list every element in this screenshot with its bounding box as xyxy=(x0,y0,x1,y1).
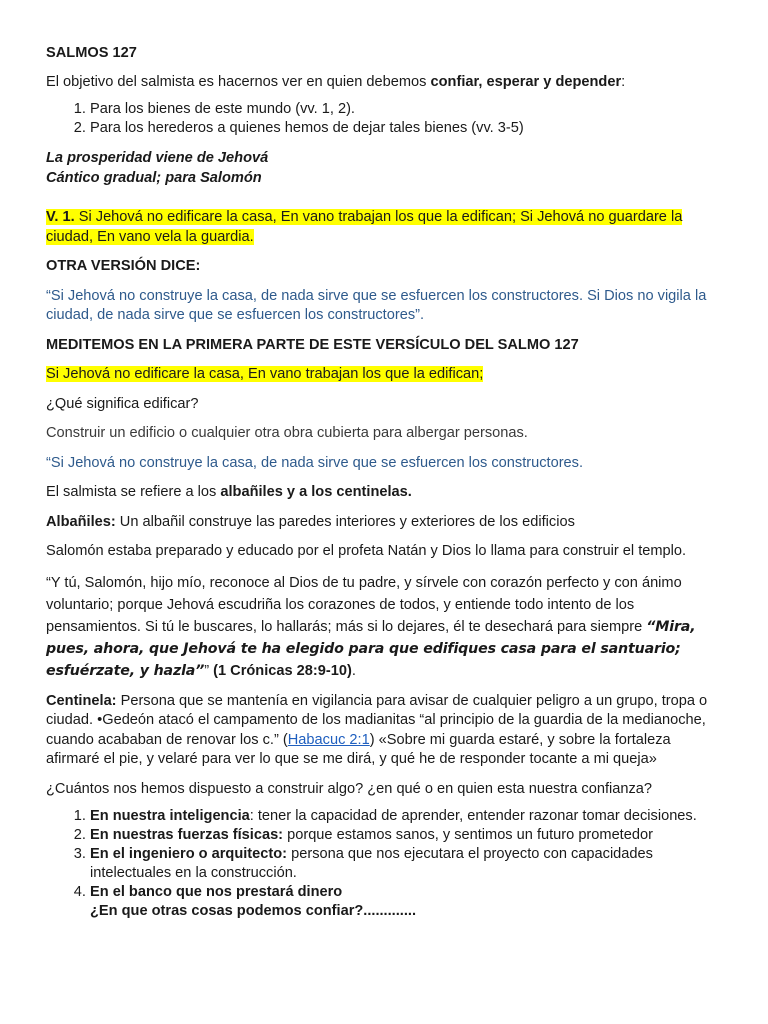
chronicles-ref: (1 Crónicas 28:9-10) xyxy=(213,662,352,679)
intro-text: El objetivo del salmista es hacernos ver en quien debemos xyxy=(46,73,431,90)
albaniles-label: Albañiles: xyxy=(46,513,116,530)
list-item-bold: En el banco que nos prestará dinero xyxy=(90,884,343,900)
habacuc-link[interactable]: Habacuc 2:1 xyxy=(287,731,370,748)
list-item xyxy=(90,807,726,826)
question-edify: ¿Qué significa edificar? xyxy=(46,395,199,412)
subtitle-prosperity: La prosperidad viene de Jehová xyxy=(46,150,269,166)
list-item-text: persona que nos ejecutara el proyecto con capacidades intelectuales en la construcción. xyxy=(90,846,653,881)
chronicles-close: ” xyxy=(204,662,214,679)
list-item: 1. Para los bienes de este mundo (vv. 1, 2). xyxy=(90,100,726,119)
trust-list xyxy=(46,807,726,902)
verse-1 xyxy=(46,208,726,247)
highlight-text: Si Jehová no edificare la casa, En vano trabajan los que la edifican; xyxy=(46,366,484,382)
list-item xyxy=(90,826,726,845)
refers-bold: albañiles y a los centinelas. xyxy=(220,484,412,500)
list-item-bold: En nuestra inteligencia xyxy=(90,808,250,824)
centinela-end: ) «Sobre mi guarda estaré, y sobre la fortaleza afirmaré el pie, y velaré para ver lo que se me dirá, y qué he de responder tocante a mi queja» xyxy=(46,731,671,767)
purpose-list xyxy=(46,100,726,138)
final-question: ¿En que otras cosas podemos confiar?............. xyxy=(90,903,416,919)
centinela-text: Persona que se mantenía en vigilancia para avisar de cualquier peligro a un grupo, tropa o ciudad. •Gedeón atacó el campamento de los madianitas “al principio de la guardia de la medianoche, cuando acababan de renovar los c.” ( xyxy=(46,692,708,748)
chronicles-paragraph xyxy=(46,572,726,682)
albaniles-paragraph xyxy=(46,513,726,533)
salomon-paragraph: Salomón estaba preparado y educado por el profeta Natán y Dios lo llama para construir el templo. xyxy=(46,543,687,559)
intro-end: : xyxy=(621,73,626,90)
list-item-bold: En nuestras fuerzas físicas: xyxy=(90,827,284,843)
question-trust: ¿Cuántos nos hemos dispuesto a construir algo? ¿en qué o en quien esta nuestra confianza? xyxy=(46,780,653,797)
highlight-line xyxy=(46,365,726,385)
verse-label: V. 1. xyxy=(46,209,75,225)
centinela-paragraph xyxy=(46,692,726,770)
refers-paragraph xyxy=(46,483,726,503)
list-item-text: : tener la capacidad de aprender, entender razonar tomar decisiones. xyxy=(249,808,697,824)
list-item xyxy=(90,883,726,902)
chronicles-emphasis: “Mira, pues, ahora, que Jehová te ha elegido para que edifiques casa para el santuario; esfuérzate, y hazla” xyxy=(46,618,696,679)
chronicles-text: “Y tú, Salomón, hijo mío, reconoce al Dios de tu padre, y sírvele con corazón perfecto y con ánimo voluntario; porque Jehová escudriña los corazones de todos, y entiende todo intento de los pensamientos. Si tú le buscares, lo hallarás; más si lo dejares, él te desechará para siempre xyxy=(46,574,682,635)
list-item-bold: En el ingeniero o arquitecto: xyxy=(90,846,288,862)
refers-text: El salmista se refiere a los xyxy=(46,484,221,500)
centinela-label: Centinela: xyxy=(46,692,117,709)
intro-paragraph xyxy=(46,73,726,93)
chronicles-end: . xyxy=(351,662,356,679)
quote-repeat: “Si Jehová no construye la casa, de nada sirve que se esfuercen los constructores. xyxy=(46,454,584,471)
intro-bold: confiar, esperar y depender xyxy=(430,73,622,90)
definition-text: Construir un edificio o cualquier otra obra cubierta para albergar personas. xyxy=(46,425,528,441)
subtitle-canticle: Cántico gradual; para Salomón xyxy=(46,169,262,186)
document-page xyxy=(46,44,726,921)
meditation-heading: MEDITEMOS EN LA PRIMERA PARTE DE ESTE VERSÍCULO DEL SALMO 127 xyxy=(46,336,579,353)
verse-text: Si Jehová no edificare la casa, En vano trabajan los que la edifican; Si Jehová no guardare la ciudad, En vano vela la guardia. xyxy=(46,209,683,245)
list-item-text: porque estamos sanos, y sentimos un futuro prometedor xyxy=(283,827,653,843)
list-item xyxy=(90,845,726,883)
list-item: 2. Para los herederos a quienes hemos de dejar tales bienes (vv. 3-5) xyxy=(90,119,726,138)
other-version-text: “Si Jehová no construye la casa, de nada sirve que se esfuercen los constructores. Si Dios no vigila la ciudad, de nada sirve que se esfuercen los constructores”. xyxy=(46,287,707,323)
other-version-heading: OTRA VERSIÓN DICE: xyxy=(46,258,201,274)
albaniles-text: Un albañil construye las paredes interiores y exteriores de los edificios xyxy=(115,513,575,530)
document-title: SALMOS 127 xyxy=(46,45,137,61)
